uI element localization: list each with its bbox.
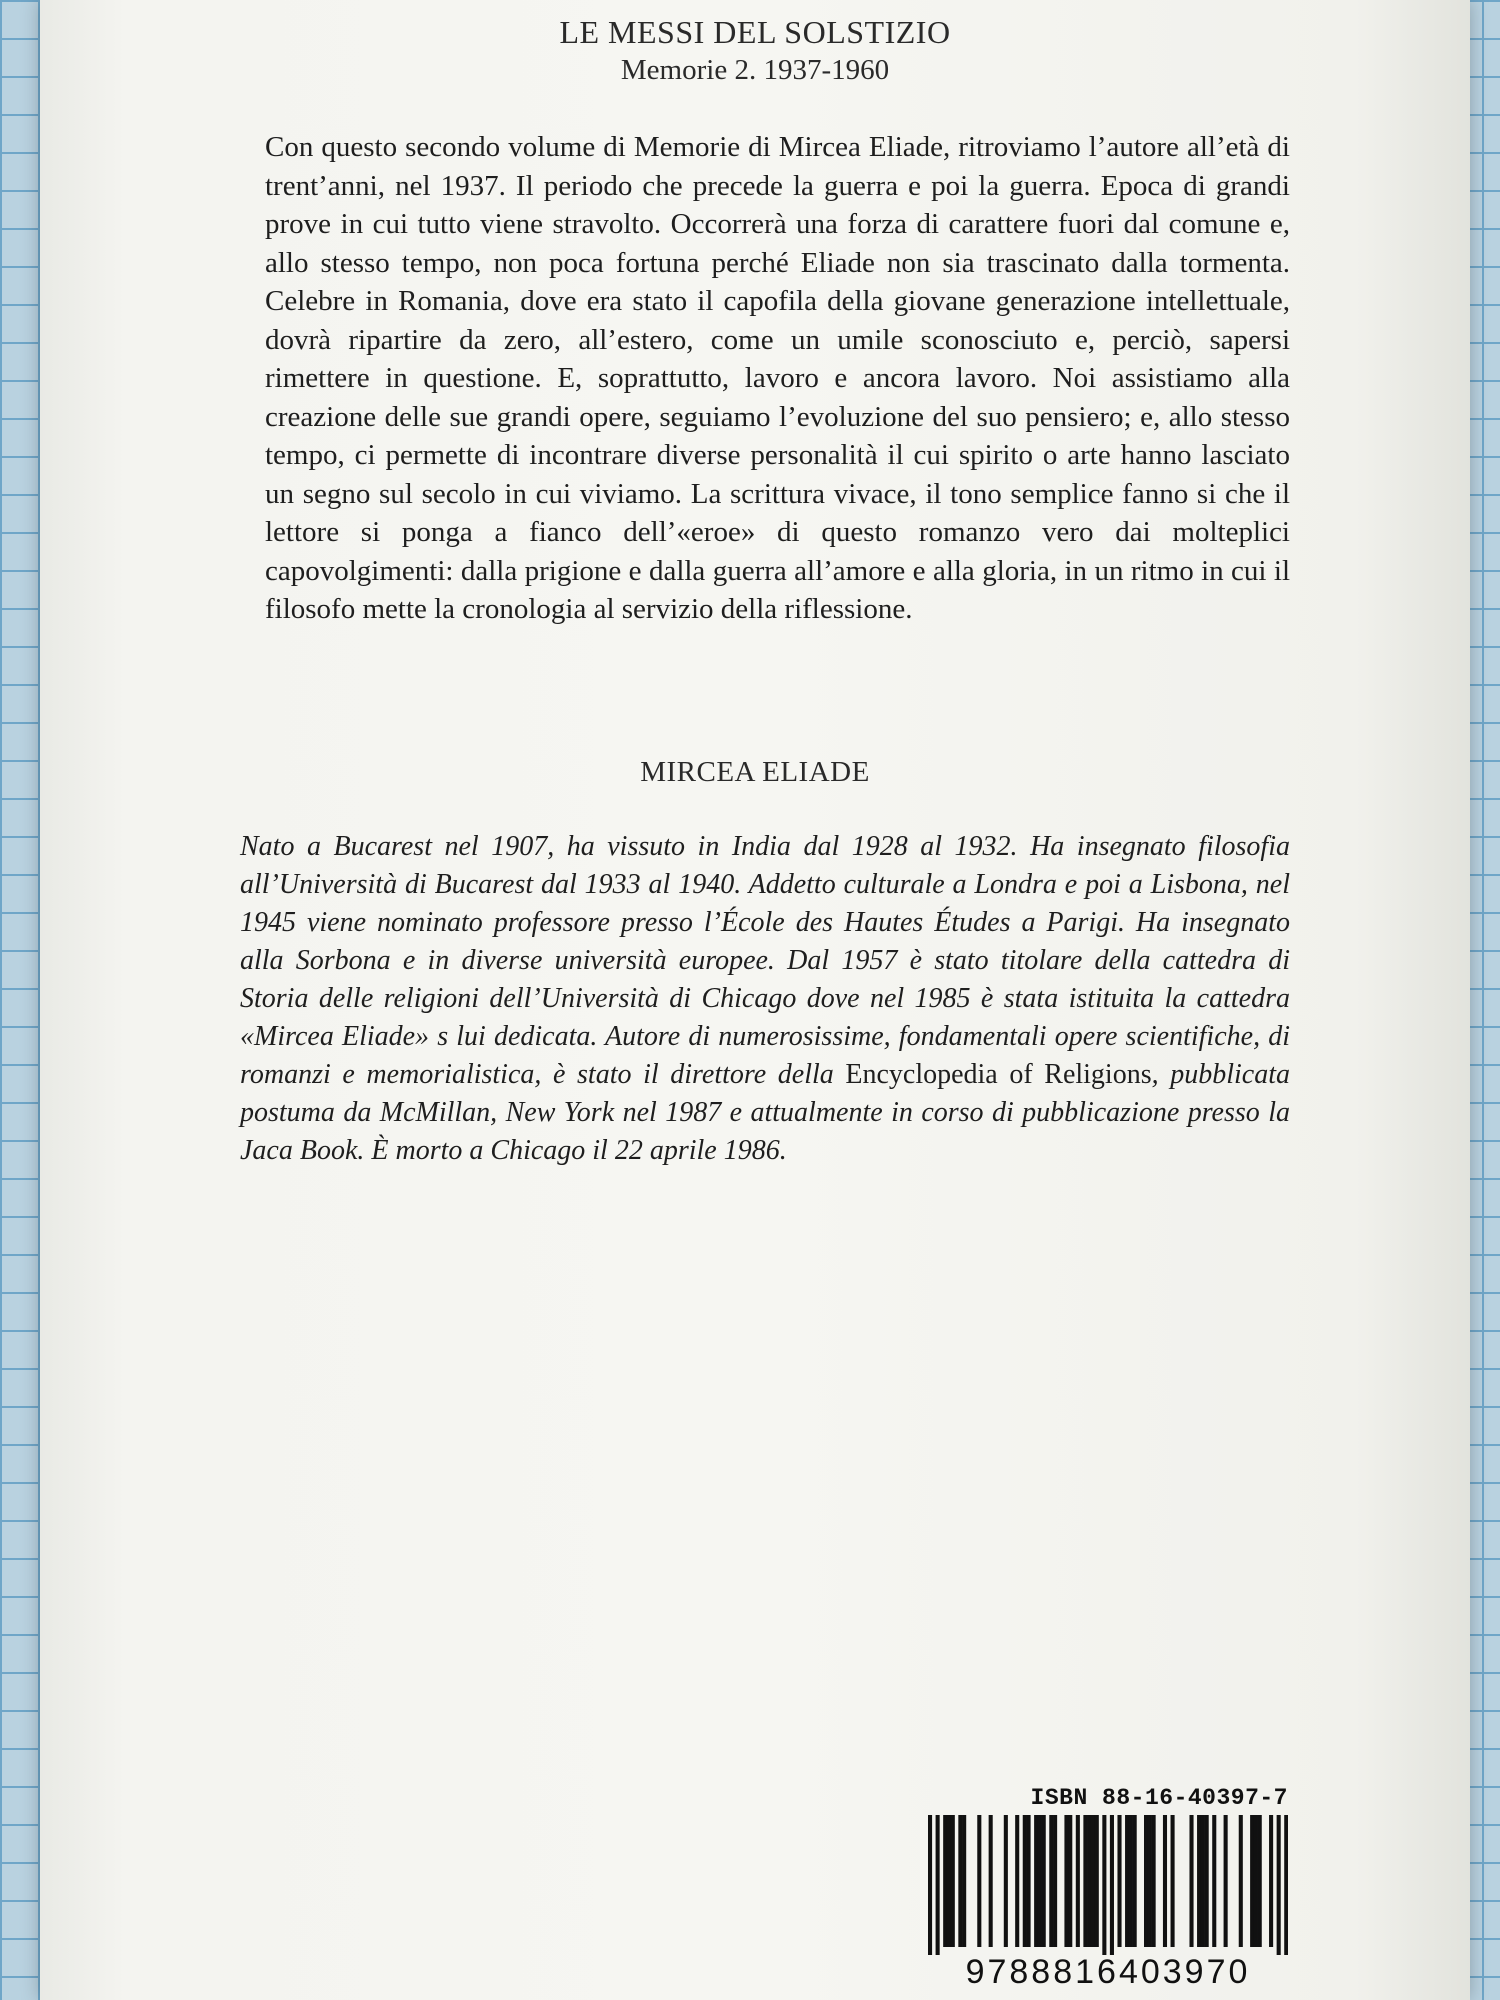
barcode-bar	[1250, 1815, 1254, 1947]
barcode-bar	[1110, 1815, 1114, 1955]
barcode-bar	[958, 1815, 962, 1947]
barcode-bar	[1284, 1815, 1288, 1955]
barcode-bar	[1102, 1815, 1106, 1955]
author-bio-part2: , pubblicata postuma da McMillan, New York nel 1987 e attualmente in corso di pubblicazione presso la Jaca Book. È morto a Chicago il 22 aprile 1986.	[240, 1059, 1290, 1166]
barcode-bar	[943, 1815, 947, 1947]
barcode-bar	[1205, 1815, 1209, 1947]
author-bio	[240, 828, 1290, 1170]
author-bio-title: Encyclopedia of Religions	[845, 1059, 1152, 1090]
barcode-bar	[1068, 1815, 1072, 1947]
barcode-bar	[1095, 1815, 1099, 1947]
barcode-bar	[1152, 1815, 1156, 1947]
barcode-bar	[947, 1815, 951, 1947]
barcode-bar	[1023, 1815, 1027, 1947]
book-blurb: Con questo secondo volume di Memorie di Mircea Eliade, ritroviamo l’autore all’età di trent’anni, nel 1937. Il periodo che precede la guerra e poi la guerra. Epoca di grandi prove in cui tutto viene stravolto. Occorrerà una forza di carattere fuori dal comune e, allo stesso tempo, non poca fortuna perché Eliade non sia trascinato dalla tormenta. Celebre in Romania, dove era stato il capofila della giovane generazione intellettuale, dovrà ripartire da zero, all’estero, come un umile sconosciuto e, perciò, sapersi rimettere in questione. E, soprattutto, lavoro e ancora lavoro. Noi assistiamo alla creazione delle sue grandi opere, seguiamo l’evoluzione del suo pensiero; e, allo stesso tempo, ci permette di incontrare diverse personalità il cui spirito o arte hanno lasciato un segno sul secolo in cui viviamo. La scrittura vivace, il tono semplice fanno si che il lettore si ponga a fianco dell’«eroe» di questo romanzo vero dai molteplici capovolgimenti: dalla prigione e dalla guerra all’amore e alla gloria, in un ritmo in cui il filosofo mette la cronologia al servizio della riflessione.	[265, 131, 1290, 625]
barcode-bar	[1053, 1815, 1057, 1947]
barcode-bar	[1015, 1815, 1019, 1947]
barcode-bar	[989, 1815, 993, 1947]
barcode-bar	[1239, 1815, 1243, 1947]
barcode-bar	[1144, 1815, 1148, 1947]
barcode-bar	[1258, 1815, 1262, 1947]
isbn-label: ISBN 88-16-40397-7	[1030, 1785, 1288, 1811]
barcode-bar	[1004, 1815, 1008, 1947]
barcode-bar	[1171, 1815, 1175, 1947]
isbn-barcode-block	[928, 1785, 1288, 1997]
barcode-bar	[977, 1815, 981, 1947]
barcode-bar	[951, 1815, 955, 1947]
barcode-bar	[1049, 1815, 1053, 1947]
book-back-cover	[40, 0, 1470, 2000]
barcode-bar	[928, 1815, 932, 1955]
barcode-bar	[1076, 1815, 1080, 1947]
barcode-bar	[1038, 1815, 1042, 1947]
barcode-bar	[1091, 1815, 1095, 1947]
barcode-bar	[1277, 1815, 1281, 1955]
barcode-bar	[1083, 1815, 1087, 1947]
barcode-bar	[1027, 1815, 1031, 1947]
barcode-icon	[928, 1815, 1288, 1955]
author-heading: MIRCEA ELIADE	[640, 756, 870, 788]
barcode-bar	[1133, 1815, 1137, 1947]
barcode-bar	[1129, 1815, 1133, 1947]
barcode-bar	[1125, 1815, 1129, 1947]
barcode-bar	[962, 1815, 966, 1947]
barcode-bar	[1197, 1815, 1201, 1947]
barcode-bar	[1224, 1815, 1228, 1947]
barcode-bar	[1201, 1815, 1205, 1947]
barcode-bar	[1034, 1815, 1038, 1947]
book-subtitle: Memorie 2. 1937-1960	[620, 54, 890, 86]
barcode-bar	[1212, 1815, 1216, 1947]
barcode-bar	[1254, 1815, 1258, 1947]
barcode-bar	[1163, 1815, 1167, 1947]
barcode-bar	[1148, 1815, 1152, 1947]
barcode-bar	[1269, 1815, 1273, 1947]
barcode-bar	[936, 1815, 940, 1955]
barcode-bar	[1064, 1815, 1068, 1947]
barcode-bar	[1117, 1815, 1121, 1947]
barcode-bar	[1087, 1815, 1091, 1947]
barcode-bar	[1042, 1815, 1046, 1947]
book-title: LE MESSI DEL SOLSTIZIO	[559, 14, 951, 50]
author-bio-part1: Nato a Bucarest nel 1907, ha vissuto in India dal 1928 al 1932. Ha insegnato filosofia all’Università di Bucarest dal 1933 al 1940. Addetto culturale a Londra e poi a Lisbona, nel 1945 viene nominato professore presso l’École des Hautes Études a Parigi. Ha insegnato alla Sorbona e in diverse università europee. Dal 1957 è stato titolare della cattedra di Storia delle religioni dell’Università di Chicago dove nel 1985 è stata istituita la cattedra «Mircea Eliade» s lui dedicata. Autore di numerosissime, fondamentali opere scientifiche, di romanzi e memorialistica, è stato il direttore della	[240, 831, 1290, 1090]
ean-number: 9788816403970	[965, 1953, 1251, 1991]
barcode-bar	[1189, 1815, 1193, 1947]
